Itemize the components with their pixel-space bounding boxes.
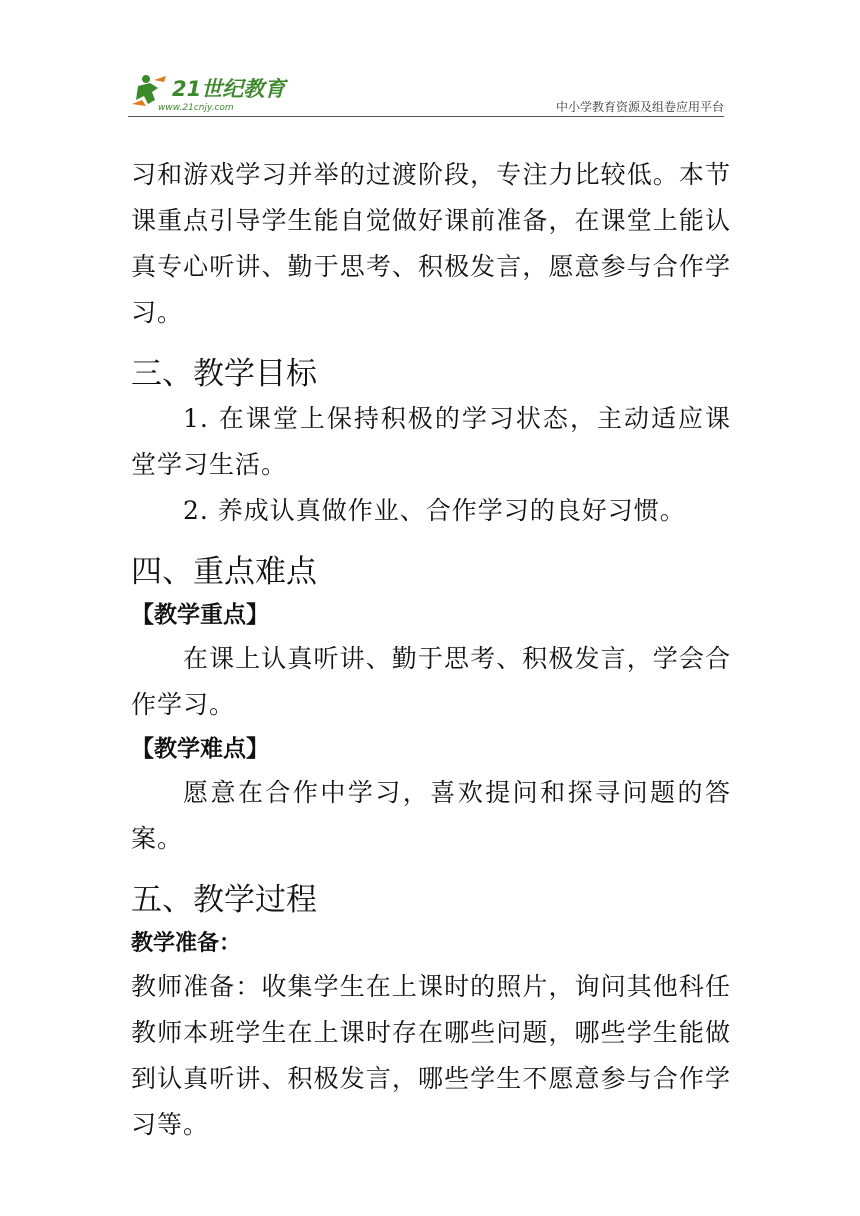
section-4-heading: 四、重点难点 <box>131 554 317 590</box>
document-body <box>131 152 731 1148</box>
header-divider <box>128 116 724 117</box>
intro-paragraph: 习和游戏学习并举的过渡阶段，专注力比较低。本节课重点引导学生能自觉做好课前准备，在课堂上能认真专心听讲、勤于思考、积极发言，愿意参与合作学习。 <box>131 160 731 327</box>
logo-text: 21世纪教育 <box>172 77 286 101</box>
logo-21cnjy-icon <box>128 70 298 114</box>
section-3-heading: 三、教学目标 <box>131 356 317 392</box>
page-header <box>128 62 724 117</box>
key-point-text: 在课上认真听讲、勤于思考、积极发言，学会合作学习。 <box>131 644 731 719</box>
header-platform-text: 中小学教育资源及组卷应用平台 <box>555 100 724 114</box>
difficulty-text: 愿意在合作中学习，喜欢提问和探寻问题的答案。 <box>131 778 731 853</box>
prep-label: 教学准备： <box>131 930 242 956</box>
key-point-label: 【教学重点】 <box>131 601 269 628</box>
difficulty-label: 【教学难点】 <box>131 735 269 762</box>
section-5-heading: 五、教学过程 <box>131 882 317 918</box>
teacher-prep-text: 教师准备：收集学生在上课时的照片，询问其他科任教师本班学生在上课时存在哪些问题，哪些学生能做到认真听讲、积极发言，哪些学生不愿意参与合作学习等。 <box>131 972 731 1139</box>
objective-item-2: 2. 养成认真做作业、合作学习的良好习惯。 <box>183 496 686 525</box>
logo-url: www.21cnjy.com <box>158 103 234 113</box>
objective-item-1: 1. 在课堂上保持积极的学习状态，主动适应课堂学习生活。 <box>131 404 731 479</box>
